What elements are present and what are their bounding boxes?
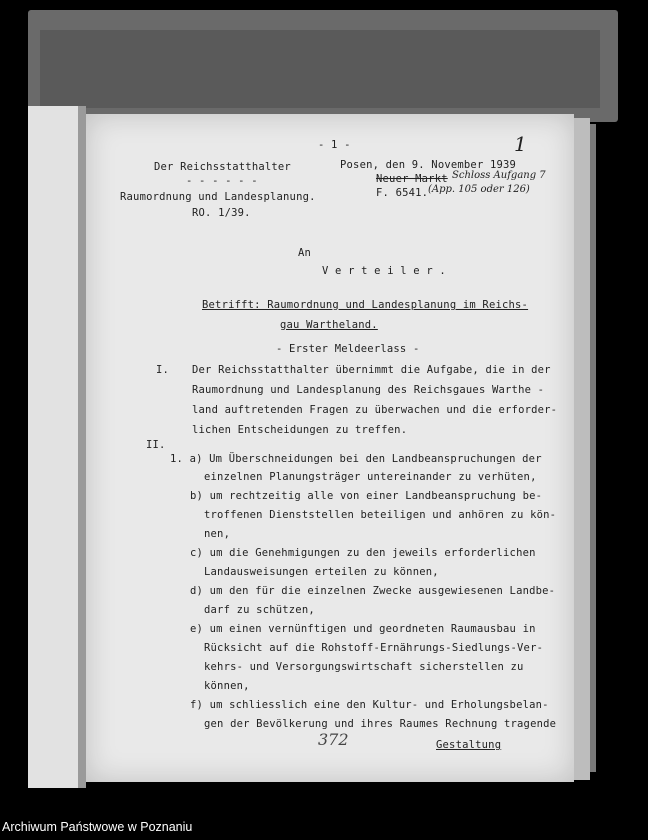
- section-2-line: einzelnen Planungsträger untereinander zu verhüten,: [204, 471, 537, 483]
- sender-line-2: - - - - - -: [186, 175, 258, 187]
- section-2-line: können,: [204, 680, 250, 692]
- section-2-line: f) um schliesslich eine den Kultur- und Erholungsbelan-: [190, 699, 549, 711]
- background-band-inner: [40, 30, 600, 108]
- section-2-line: b) um rechtzeitig alle von einer Landbeanspruchung be-: [190, 490, 543, 502]
- place-date: Posen, den 9. November 1939: [340, 159, 517, 171]
- section-1-line: land auftretenden Fragen zu überwachen und die erforder-: [192, 404, 558, 416]
- section-2-line: gen der Bevölkerung und ihres Raumes Rechnung tragende: [204, 718, 557, 730]
- page-marker: - 1 -: [318, 139, 351, 151]
- archive-caption: Archiwum Państwowe w Poznaniu: [2, 820, 193, 834]
- subject-line-1: Betrifft: Raumordnung und Landesplanung im Reichs-: [202, 299, 529, 311]
- section-1-line: Der Reichsstatthalter übernimmt die Aufgabe, die in der: [192, 364, 551, 376]
- section-1-line: lichen Entscheidungen zu treffen.: [192, 424, 408, 436]
- right-page-shadow: [590, 124, 596, 772]
- section-2-line: e) um einen vernünftigen und geordneten Raumausbau in: [190, 623, 536, 635]
- right-page-edge: [574, 118, 590, 780]
- sender-line-1: Der Reichsstatthalter: [154, 161, 291, 173]
- handwritten-phone: (App. 105 oder 126): [428, 184, 530, 195]
- section-2-line: Gestaltung: [436, 739, 502, 751]
- handwritten-address: Schloss Aufgang 7: [452, 170, 546, 181]
- archive-caption-bar: [0, 812, 648, 840]
- subject-line-2: gau Wartheland.: [280, 319, 378, 331]
- phone-line: F. 6541.: [376, 187, 429, 199]
- section-2-line: Rücksicht auf die Rohstoff-Ernährungs-Siedlungs-Ver-: [204, 642, 544, 654]
- section-1-number: I.: [156, 364, 170, 376]
- section-2-line: d) um den für die einzelnen Zwecke ausgewiesenen Landbe-: [190, 585, 556, 597]
- folio-number: 372: [318, 730, 349, 749]
- section-2-line: Landausweisungen erteilen zu können,: [204, 566, 439, 578]
- reference-number: RO. 1/39.: [192, 207, 251, 219]
- section-2-line: troffenen Dienststellen beteiligen und anhören zu kön-: [204, 509, 557, 521]
- section-2-line: nen,: [204, 528, 231, 540]
- to-label: An: [298, 247, 312, 259]
- sender-line-3: Raumordnung und Landesplanung.: [120, 191, 316, 203]
- left-paper-edge: [78, 106, 86, 788]
- recipient: V e r t e i l e r .: [322, 265, 446, 277]
- section-1-line: Raumordnung und Landesplanung des Reichsgaues Warthe -: [192, 384, 545, 396]
- section-2-line: 1. a) Um Überschneidungen bei den Landbeanspruchungen der: [170, 453, 542, 465]
- struck-address: Neuer Markt: [376, 173, 448, 185]
- section-2-line: kehrs- und Versorgungswirtschaft sicherstellen zu: [204, 661, 524, 673]
- section-2-line: darf zu schützen,: [204, 604, 315, 616]
- handwritten-page-number: 1: [514, 132, 527, 156]
- section-2-number: II.: [146, 439, 166, 451]
- decree-title: - Erster Meldeerlass -: [276, 343, 420, 355]
- section-2-line: c) um die Genehmigungen zu den jeweils erforderlichen: [190, 547, 536, 559]
- document-page: [86, 114, 574, 782]
